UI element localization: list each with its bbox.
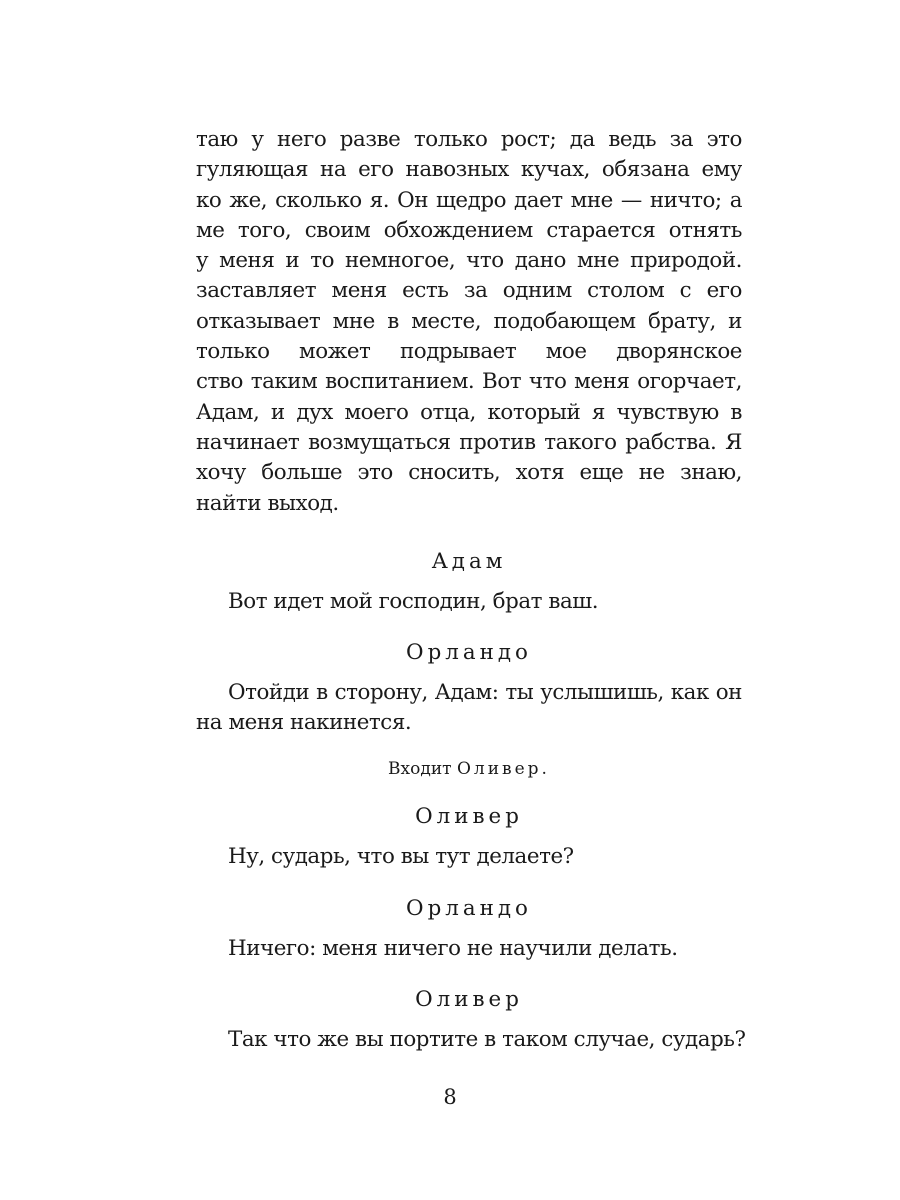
text-line: у меня и то немногое, что дано мне природой. bbox=[196, 248, 742, 274]
stage-character: Оливер. bbox=[456, 759, 550, 779]
speech bbox=[196, 842, 742, 872]
text-line: найти выход. bbox=[196, 490, 339, 516]
text-line: гуляющая на его навозных кучах, обязана ему bbox=[196, 157, 742, 183]
text-line: Вот идет мой господин, брат ваш. bbox=[228, 589, 599, 614]
text-line: Адам, и дух моего отца, который я чувствую в bbox=[196, 399, 742, 425]
text-line: Так что же вы портите в таком случае, сударь? bbox=[228, 1027, 746, 1052]
speaker-name: Оливер bbox=[415, 987, 523, 1012]
text-line: таю у него разве только рост; да ведь за это bbox=[196, 127, 742, 152]
text-line: ме того, своим обхождением старается отнять bbox=[196, 217, 742, 243]
text-line: ко же, сколько я. Он щедро дает мне — ничто; а bbox=[196, 187, 742, 213]
page-number: 8 bbox=[443, 1085, 457, 1109]
text-line: заставляет меня есть за одним столом с его bbox=[196, 278, 742, 304]
text-line: ство таким воспитанием. Вот что меня огорчает, bbox=[196, 369, 742, 395]
speaker-name: Адам bbox=[431, 549, 507, 574]
speaker-name: Орландо bbox=[406, 640, 532, 665]
stage-direction bbox=[196, 757, 742, 781]
text-line: хочу больше это сносить, хотя еще не знаю, bbox=[196, 460, 742, 486]
text-line: на меня накинется. bbox=[196, 710, 412, 736]
text-line: Ничего: меня ничего не научили делать. bbox=[228, 936, 678, 961]
paragraph-orlando-speech bbox=[196, 125, 742, 519]
speech bbox=[196, 587, 742, 617]
text-line: отказывает мне в месте, подобающем брату, и bbox=[196, 308, 742, 334]
text-line: начинает возмущаться против такого рабства. Я bbox=[196, 429, 742, 455]
speaker-name: Орландо bbox=[406, 896, 532, 921]
speech bbox=[196, 678, 742, 739]
stage-verb: Входит bbox=[388, 759, 452, 779]
speech bbox=[196, 1025, 746, 1055]
speaker-name: Оливер bbox=[415, 804, 523, 829]
text-line: только может подрывает мое дворянское bbox=[196, 339, 742, 365]
speech bbox=[196, 934, 742, 964]
text-line: Ну, сударь, что вы тут делаете? bbox=[228, 844, 574, 869]
text-line: Отойди в сторону, Адам: ты услышишь, как он bbox=[228, 680, 742, 705]
